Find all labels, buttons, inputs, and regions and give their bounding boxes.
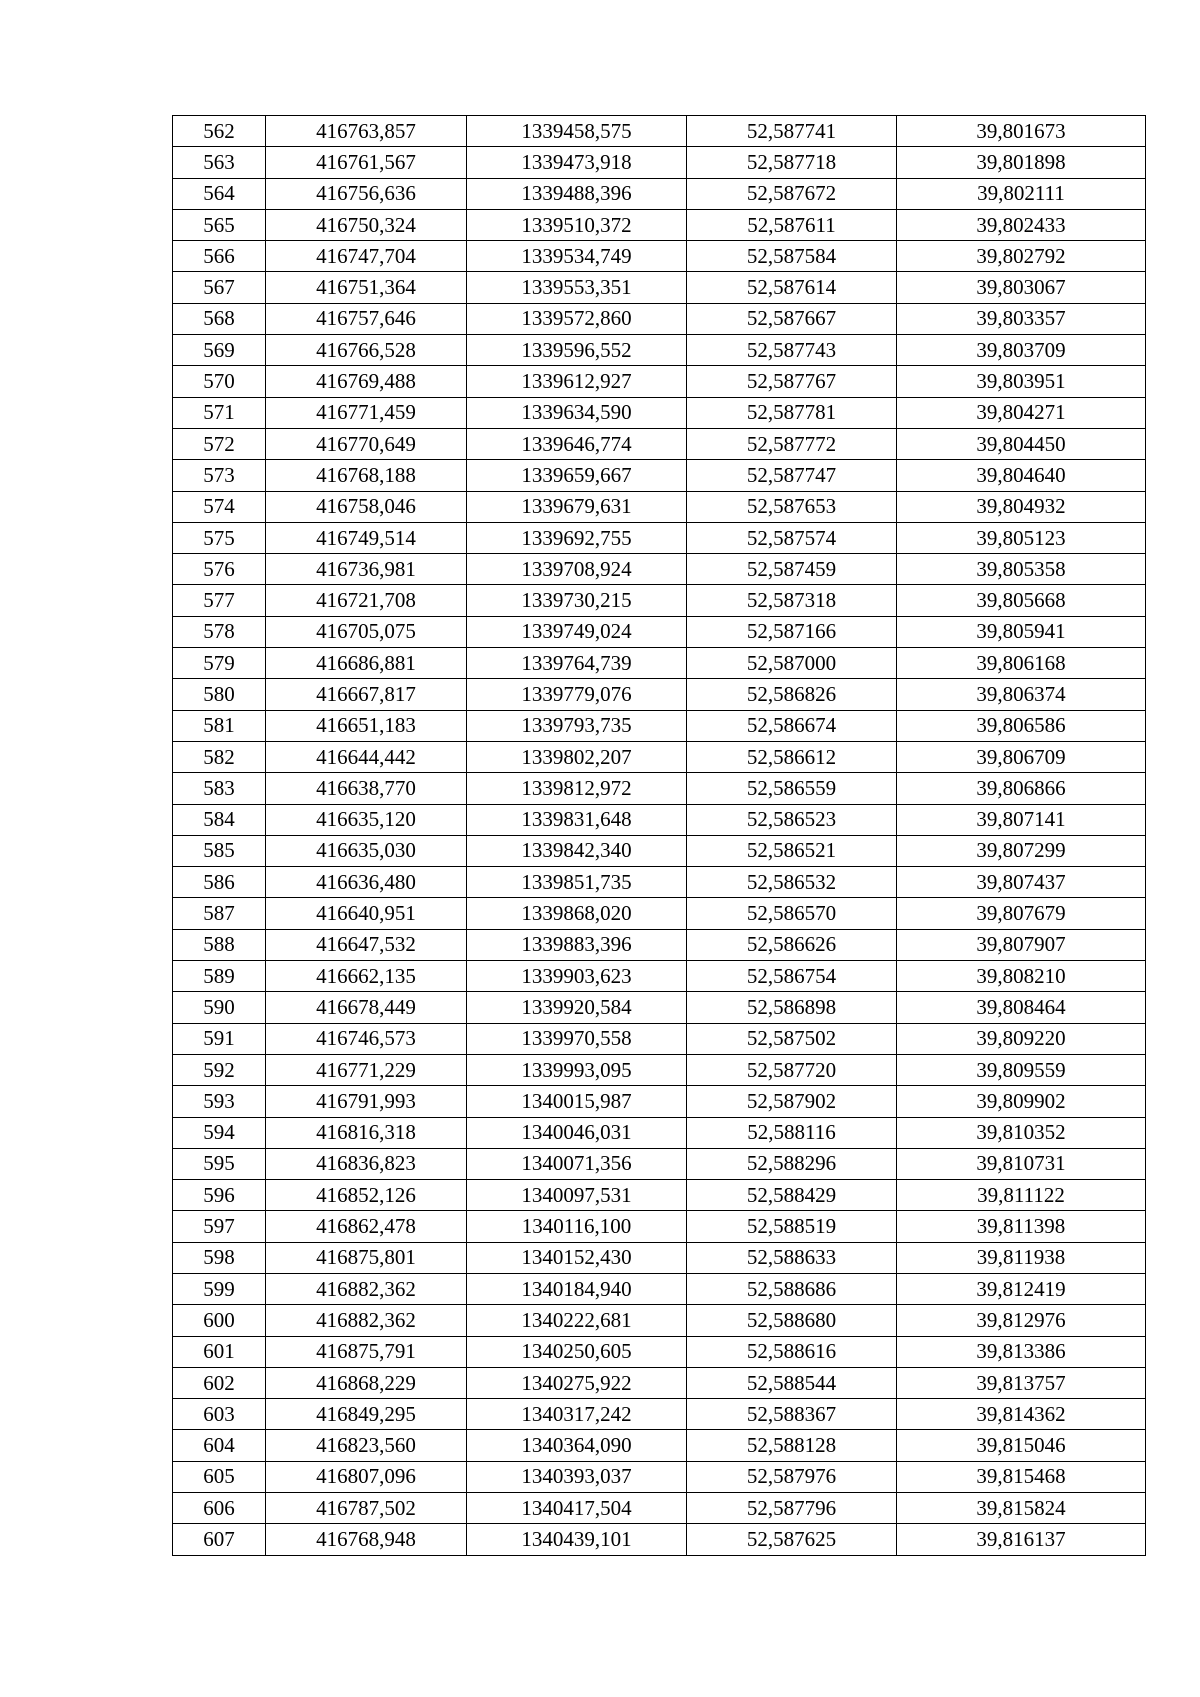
- table-row: [173, 428, 1146, 459]
- y-coordinate-cell: 1339659,667: [467, 460, 687, 491]
- table-row: [173, 585, 1146, 616]
- latitude-cell: 52,588367: [687, 1399, 897, 1430]
- table-row: [173, 116, 1146, 147]
- table-row: [173, 241, 1146, 272]
- point-number-cell: 599: [173, 1273, 266, 1304]
- x-coordinate-cell: 416751,364: [266, 272, 467, 303]
- longitude-cell: 39,808464: [897, 992, 1146, 1023]
- longitude-cell: 39,805123: [897, 522, 1146, 553]
- y-coordinate-cell: 1340393,037: [467, 1461, 687, 1492]
- y-coordinate-cell: 1340152,430: [467, 1242, 687, 1273]
- y-coordinate-cell: 1340046,031: [467, 1117, 687, 1148]
- point-number-cell: 572: [173, 428, 266, 459]
- point-number-cell: 586: [173, 867, 266, 898]
- table-row: [173, 1148, 1146, 1179]
- y-coordinate-cell: 1339634,590: [467, 397, 687, 428]
- longitude-cell: 39,806866: [897, 773, 1146, 804]
- longitude-cell: 39,810731: [897, 1148, 1146, 1179]
- x-coordinate-cell: 416875,791: [266, 1336, 467, 1367]
- point-number-cell: 580: [173, 679, 266, 710]
- x-coordinate-cell: 416757,646: [266, 303, 467, 334]
- latitude-cell: 52,586523: [687, 804, 897, 835]
- longitude-cell: 39,814362: [897, 1399, 1146, 1430]
- table-row: [173, 397, 1146, 428]
- longitude-cell: 39,805668: [897, 585, 1146, 616]
- latitude-cell: 52,588296: [687, 1148, 897, 1179]
- x-coordinate-cell: 416875,801: [266, 1242, 467, 1273]
- point-number-cell: 602: [173, 1367, 266, 1398]
- point-number-cell: 603: [173, 1399, 266, 1430]
- x-coordinate-cell: 416768,188: [266, 460, 467, 491]
- table-row: [173, 335, 1146, 366]
- table-row: [173, 992, 1146, 1023]
- point-number-cell: 591: [173, 1023, 266, 1054]
- latitude-cell: 52,587459: [687, 554, 897, 585]
- point-number-cell: 566: [173, 241, 266, 272]
- x-coordinate-cell: 416667,817: [266, 679, 467, 710]
- x-coordinate-cell: 416882,362: [266, 1305, 467, 1336]
- y-coordinate-cell: 1339612,927: [467, 366, 687, 397]
- point-number-cell: 564: [173, 178, 266, 209]
- y-coordinate-cell: 1339812,972: [467, 773, 687, 804]
- y-coordinate-cell: 1339868,020: [467, 898, 687, 929]
- x-coordinate-cell: 416651,183: [266, 710, 467, 741]
- y-coordinate-cell: 1339553,351: [467, 272, 687, 303]
- point-number-cell: 575: [173, 522, 266, 553]
- y-coordinate-cell: 1339692,755: [467, 522, 687, 553]
- table-row: [173, 1399, 1146, 1430]
- table-row: [173, 1524, 1146, 1555]
- point-number-cell: 594: [173, 1117, 266, 1148]
- point-number-cell: 562: [173, 116, 266, 147]
- latitude-cell: 52,586898: [687, 992, 897, 1023]
- latitude-cell: 52,587318: [687, 585, 897, 616]
- table-row: [173, 648, 1146, 679]
- point-number-cell: 577: [173, 585, 266, 616]
- y-coordinate-cell: 1340439,101: [467, 1524, 687, 1555]
- point-number-cell: 595: [173, 1148, 266, 1179]
- latitude-cell: 52,588680: [687, 1305, 897, 1336]
- point-number-cell: 581: [173, 710, 266, 741]
- point-number-cell: 589: [173, 961, 266, 992]
- longitude-cell: 39,815468: [897, 1461, 1146, 1492]
- latitude-cell: 52,587625: [687, 1524, 897, 1555]
- longitude-cell: 39,813757: [897, 1367, 1146, 1398]
- x-coordinate-cell: 416771,459: [266, 397, 467, 428]
- longitude-cell: 39,803709: [897, 335, 1146, 366]
- table-row: [173, 178, 1146, 209]
- x-coordinate-cell: 416750,324: [266, 209, 467, 240]
- latitude-cell: 52,587741: [687, 116, 897, 147]
- x-coordinate-cell: 416770,649: [266, 428, 467, 459]
- point-number-cell: 565: [173, 209, 266, 240]
- longitude-cell: 39,816137: [897, 1524, 1146, 1555]
- x-coordinate-cell: 416705,075: [266, 616, 467, 647]
- x-coordinate-cell: 416816,318: [266, 1117, 467, 1148]
- longitude-cell: 39,803357: [897, 303, 1146, 334]
- latitude-cell: 52,586521: [687, 835, 897, 866]
- table-row: [173, 1117, 1146, 1148]
- table-row: [173, 1493, 1146, 1524]
- table-row: [173, 1367, 1146, 1398]
- y-coordinate-cell: 1339534,749: [467, 241, 687, 272]
- x-coordinate-cell: 416747,704: [266, 241, 467, 272]
- y-coordinate-cell: 1339920,584: [467, 992, 687, 1023]
- latitude-cell: 52,586626: [687, 929, 897, 960]
- point-number-cell: 592: [173, 1054, 266, 1085]
- latitude-cell: 52,586612: [687, 741, 897, 772]
- table-row: [173, 741, 1146, 772]
- table-row: [173, 929, 1146, 960]
- y-coordinate-cell: 1339851,735: [467, 867, 687, 898]
- y-coordinate-cell: 1339802,207: [467, 741, 687, 772]
- point-number-cell: 607: [173, 1524, 266, 1555]
- table-row: [173, 209, 1146, 240]
- latitude-cell: 52,587667: [687, 303, 897, 334]
- y-coordinate-cell: 1339646,774: [467, 428, 687, 459]
- longitude-cell: 39,805941: [897, 616, 1146, 647]
- x-coordinate-cell: 416721,708: [266, 585, 467, 616]
- point-number-cell: 585: [173, 835, 266, 866]
- table-row: [173, 679, 1146, 710]
- x-coordinate-cell: 416791,993: [266, 1086, 467, 1117]
- y-coordinate-cell: 1340097,531: [467, 1180, 687, 1211]
- y-coordinate-cell: 1339488,396: [467, 178, 687, 209]
- longitude-cell: 39,802433: [897, 209, 1146, 240]
- table-row: [173, 303, 1146, 334]
- y-coordinate-cell: 1339749,024: [467, 616, 687, 647]
- longitude-cell: 39,804450: [897, 428, 1146, 459]
- x-coordinate-cell: 416635,030: [266, 835, 467, 866]
- x-coordinate-cell: 416662,135: [266, 961, 467, 992]
- longitude-cell: 39,815824: [897, 1493, 1146, 1524]
- table-row: [173, 898, 1146, 929]
- x-coordinate-cell: 416823,560: [266, 1430, 467, 1461]
- latitude-cell: 52,588686: [687, 1273, 897, 1304]
- table-row: [173, 272, 1146, 303]
- longitude-cell: 39,807299: [897, 835, 1146, 866]
- longitude-cell: 39,806168: [897, 648, 1146, 679]
- table-row: [173, 554, 1146, 585]
- point-number-cell: 571: [173, 397, 266, 428]
- longitude-cell: 39,806586: [897, 710, 1146, 741]
- y-coordinate-cell: 1339679,631: [467, 491, 687, 522]
- x-coordinate-cell: 416766,528: [266, 335, 467, 366]
- point-number-cell: 576: [173, 554, 266, 585]
- coordinates-table: [172, 115, 1146, 1556]
- y-coordinate-cell: 1339596,552: [467, 335, 687, 366]
- y-coordinate-cell: 1340275,922: [467, 1367, 687, 1398]
- longitude-cell: 39,801673: [897, 116, 1146, 147]
- point-number-cell: 584: [173, 804, 266, 835]
- y-coordinate-cell: 1340317,242: [467, 1399, 687, 1430]
- point-number-cell: 598: [173, 1242, 266, 1273]
- longitude-cell: 39,802111: [897, 178, 1146, 209]
- x-coordinate-cell: 416638,770: [266, 773, 467, 804]
- longitude-cell: 39,807141: [897, 804, 1146, 835]
- table-row: [173, 1086, 1146, 1117]
- longitude-cell: 39,808210: [897, 961, 1146, 992]
- x-coordinate-cell: 416771,229: [266, 1054, 467, 1085]
- x-coordinate-cell: 416647,532: [266, 929, 467, 960]
- longitude-cell: 39,805358: [897, 554, 1146, 585]
- longitude-cell: 39,801898: [897, 147, 1146, 178]
- longitude-cell: 39,809559: [897, 1054, 1146, 1085]
- point-number-cell: 569: [173, 335, 266, 366]
- table-row: [173, 1336, 1146, 1367]
- y-coordinate-cell: 1340417,504: [467, 1493, 687, 1524]
- table-row: [173, 366, 1146, 397]
- longitude-cell: 39,807907: [897, 929, 1146, 960]
- table-row: [173, 1273, 1146, 1304]
- point-number-cell: 587: [173, 898, 266, 929]
- table-row: [173, 1054, 1146, 1085]
- point-number-cell: 596: [173, 1180, 266, 1211]
- x-coordinate-cell: 416758,046: [266, 491, 467, 522]
- latitude-cell: 52,587718: [687, 147, 897, 178]
- latitude-cell: 52,588128: [687, 1430, 897, 1461]
- table-row: [173, 491, 1146, 522]
- x-coordinate-cell: 416768,948: [266, 1524, 467, 1555]
- point-number-cell: 597: [173, 1211, 266, 1242]
- point-number-cell: 567: [173, 272, 266, 303]
- latitude-cell: 52,588116: [687, 1117, 897, 1148]
- y-coordinate-cell: 1339993,095: [467, 1054, 687, 1085]
- latitude-cell: 52,587574: [687, 522, 897, 553]
- point-number-cell: 579: [173, 648, 266, 679]
- latitude-cell: 52,587720: [687, 1054, 897, 1085]
- latitude-cell: 52,586754: [687, 961, 897, 992]
- latitude-cell: 52,587611: [687, 209, 897, 240]
- y-coordinate-cell: 1340250,605: [467, 1336, 687, 1367]
- x-coordinate-cell: 416852,126: [266, 1180, 467, 1211]
- point-number-cell: 600: [173, 1305, 266, 1336]
- longitude-cell: 39,815046: [897, 1430, 1146, 1461]
- longitude-cell: 39,811938: [897, 1242, 1146, 1273]
- point-number-cell: 574: [173, 491, 266, 522]
- x-coordinate-cell: 416644,442: [266, 741, 467, 772]
- y-coordinate-cell: 1339831,648: [467, 804, 687, 835]
- x-coordinate-cell: 416746,573: [266, 1023, 467, 1054]
- longitude-cell: 39,812419: [897, 1273, 1146, 1304]
- longitude-cell: 39,803951: [897, 366, 1146, 397]
- latitude-cell: 52,588633: [687, 1242, 897, 1273]
- table-row: [173, 460, 1146, 491]
- table-row: [173, 147, 1146, 178]
- y-coordinate-cell: 1340364,090: [467, 1430, 687, 1461]
- latitude-cell: 52,587976: [687, 1461, 897, 1492]
- y-coordinate-cell: 1340184,940: [467, 1273, 687, 1304]
- point-number-cell: 568: [173, 303, 266, 334]
- latitude-cell: 52,587166: [687, 616, 897, 647]
- y-coordinate-cell: 1339842,340: [467, 835, 687, 866]
- latitude-cell: 52,587902: [687, 1086, 897, 1117]
- point-number-cell: 604: [173, 1430, 266, 1461]
- x-coordinate-cell: 416868,229: [266, 1367, 467, 1398]
- y-coordinate-cell: 1339730,215: [467, 585, 687, 616]
- latitude-cell: 52,587767: [687, 366, 897, 397]
- x-coordinate-cell: 416807,096: [266, 1461, 467, 1492]
- latitude-cell: 52,588544: [687, 1367, 897, 1398]
- longitude-cell: 39,804271: [897, 397, 1146, 428]
- x-coordinate-cell: 416882,362: [266, 1273, 467, 1304]
- latitude-cell: 52,587000: [687, 648, 897, 679]
- latitude-cell: 52,587781: [687, 397, 897, 428]
- point-number-cell: 606: [173, 1493, 266, 1524]
- x-coordinate-cell: 416769,488: [266, 366, 467, 397]
- latitude-cell: 52,587772: [687, 428, 897, 459]
- latitude-cell: 52,587747: [687, 460, 897, 491]
- latitude-cell: 52,587502: [687, 1023, 897, 1054]
- x-coordinate-cell: 416862,478: [266, 1211, 467, 1242]
- x-coordinate-cell: 416849,295: [266, 1399, 467, 1430]
- latitude-cell: 52,588519: [687, 1211, 897, 1242]
- longitude-cell: 39,812976: [897, 1305, 1146, 1336]
- table-row: [173, 1430, 1146, 1461]
- y-coordinate-cell: 1339779,076: [467, 679, 687, 710]
- longitude-cell: 39,804640: [897, 460, 1146, 491]
- point-number-cell: 573: [173, 460, 266, 491]
- longitude-cell: 39,804932: [897, 491, 1146, 522]
- latitude-cell: 52,587614: [687, 272, 897, 303]
- point-number-cell: 588: [173, 929, 266, 960]
- y-coordinate-cell: 1340116,100: [467, 1211, 687, 1242]
- table-row: [173, 710, 1146, 741]
- y-coordinate-cell: 1339708,924: [467, 554, 687, 585]
- longitude-cell: 39,811122: [897, 1180, 1146, 1211]
- x-coordinate-cell: 416836,823: [266, 1148, 467, 1179]
- point-number-cell: 593: [173, 1086, 266, 1117]
- table-row: [173, 961, 1146, 992]
- x-coordinate-cell: 416749,514: [266, 522, 467, 553]
- table-row: [173, 1242, 1146, 1273]
- latitude-cell: 52,586674: [687, 710, 897, 741]
- x-coordinate-cell: 416640,951: [266, 898, 467, 929]
- table-body: [173, 116, 1146, 1556]
- x-coordinate-cell: 416756,636: [266, 178, 467, 209]
- x-coordinate-cell: 416761,567: [266, 147, 467, 178]
- point-number-cell: 590: [173, 992, 266, 1023]
- longitude-cell: 39,809902: [897, 1086, 1146, 1117]
- latitude-cell: 52,586570: [687, 898, 897, 929]
- y-coordinate-cell: 1340071,356: [467, 1148, 687, 1179]
- table-row: [173, 1023, 1146, 1054]
- point-number-cell: 605: [173, 1461, 266, 1492]
- latitude-cell: 52,587584: [687, 241, 897, 272]
- y-coordinate-cell: 1339572,860: [467, 303, 687, 334]
- latitude-cell: 52,586559: [687, 773, 897, 804]
- longitude-cell: 39,807437: [897, 867, 1146, 898]
- point-number-cell: 601: [173, 1336, 266, 1367]
- y-coordinate-cell: 1339970,558: [467, 1023, 687, 1054]
- x-coordinate-cell: 416636,480: [266, 867, 467, 898]
- table-row: [173, 522, 1146, 553]
- x-coordinate-cell: 416635,120: [266, 804, 467, 835]
- latitude-cell: 52,587672: [687, 178, 897, 209]
- table-row: [173, 835, 1146, 866]
- latitude-cell: 52,587653: [687, 491, 897, 522]
- y-coordinate-cell: 1339903,623: [467, 961, 687, 992]
- longitude-cell: 39,806374: [897, 679, 1146, 710]
- point-number-cell: 570: [173, 366, 266, 397]
- latitude-cell: 52,586826: [687, 679, 897, 710]
- table-row: [173, 1305, 1146, 1336]
- table-row: [173, 773, 1146, 804]
- x-coordinate-cell: 416678,449: [266, 992, 467, 1023]
- longitude-cell: 39,813386: [897, 1336, 1146, 1367]
- longitude-cell: 39,806709: [897, 741, 1146, 772]
- table-row: [173, 1461, 1146, 1492]
- y-coordinate-cell: 1339473,918: [467, 147, 687, 178]
- y-coordinate-cell: 1339883,396: [467, 929, 687, 960]
- table-row: [173, 616, 1146, 647]
- x-coordinate-cell: 416787,502: [266, 1493, 467, 1524]
- y-coordinate-cell: 1339510,372: [467, 209, 687, 240]
- y-coordinate-cell: 1339764,739: [467, 648, 687, 679]
- x-coordinate-cell: 416736,981: [266, 554, 467, 585]
- longitude-cell: 39,803067: [897, 272, 1146, 303]
- longitude-cell: 39,802792: [897, 241, 1146, 272]
- point-number-cell: 563: [173, 147, 266, 178]
- latitude-cell: 52,586532: [687, 867, 897, 898]
- x-coordinate-cell: 416763,857: [266, 116, 467, 147]
- y-coordinate-cell: 1340222,681: [467, 1305, 687, 1336]
- table-row: [173, 804, 1146, 835]
- x-coordinate-cell: 416686,881: [266, 648, 467, 679]
- longitude-cell: 39,811398: [897, 1211, 1146, 1242]
- table-row: [173, 867, 1146, 898]
- table-row: [173, 1211, 1146, 1242]
- point-number-cell: 583: [173, 773, 266, 804]
- latitude-cell: 52,587796: [687, 1493, 897, 1524]
- y-coordinate-cell: 1339458,575: [467, 116, 687, 147]
- y-coordinate-cell: 1340015,987: [467, 1086, 687, 1117]
- point-number-cell: 582: [173, 741, 266, 772]
- y-coordinate-cell: 1339793,735: [467, 710, 687, 741]
- table-row: [173, 1180, 1146, 1211]
- point-number-cell: 578: [173, 616, 266, 647]
- longitude-cell: 39,807679: [897, 898, 1146, 929]
- longitude-cell: 39,809220: [897, 1023, 1146, 1054]
- latitude-cell: 52,588616: [687, 1336, 897, 1367]
- latitude-cell: 52,587743: [687, 335, 897, 366]
- latitude-cell: 52,588429: [687, 1180, 897, 1211]
- longitude-cell: 39,810352: [897, 1117, 1146, 1148]
